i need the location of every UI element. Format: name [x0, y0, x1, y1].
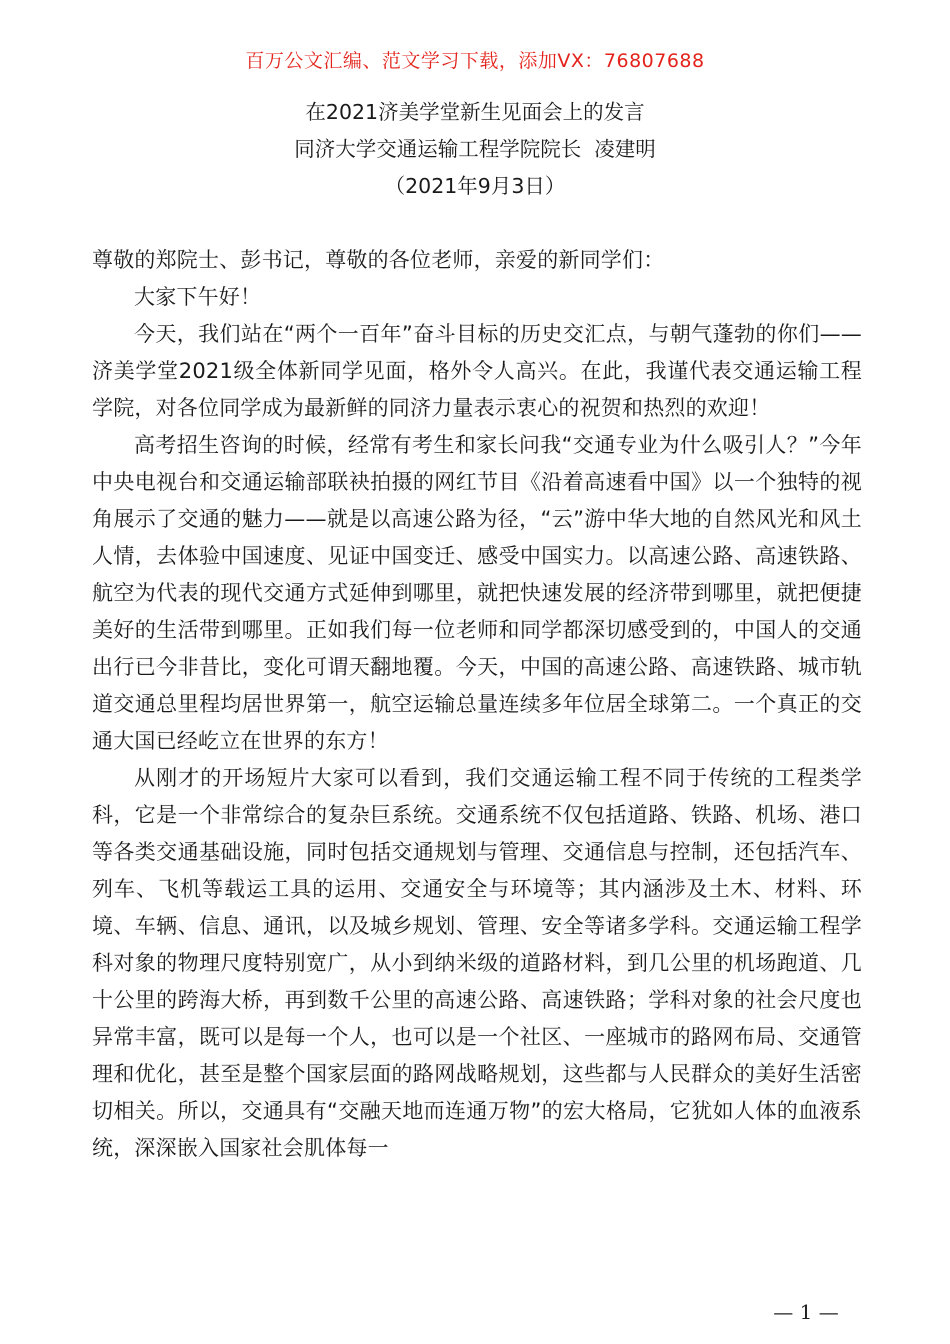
speech-body — [92, 242, 862, 1167]
speech-title: 在2021济美学堂新生见面会上的发言 — [305, 100, 645, 124]
paragraph-discipline: 从刚才的开场短片大家可以看到，我们交通运输工程不同于传统的工程类学科，它是一个非常综合的复杂巨系统。交通系统不仅包括道路、铁路、机场、港口等各类交通基础设施，同时包括交通规划与管理、交通信息与控制，还包括汽车、列车、飞机等载运工具的运用、交通安全与环境等；其内涵涉及土木、材料、环境、车辆、信息、通讯，以及城乡规划、管理、安全等诸多学科。交通运输工程学科对象的物理尺度特别宽广，从小到纳米级的道路材料，到几公里的机场跑道、几十公里的跨海大桥，再到数千公里的高速公路、高速铁路；学科对象的社会尺度也异常丰富，既可以是每一个人，也可以是一个社区、一座城市的路网布局、交通管理和优化，甚至是整个国家层面的路网战略规划，这些都与人民群众的美好生活密切相关。所以，交通具有“交融天地而连通万物”的宏大格局，它犹如人体的血液系统，深深嵌入国家社会肌体每一 — [92, 766, 862, 1160]
paragraph-welcome: 今天，我们站在“两个一百年”奋斗目标的历史交汇点，与朝气蓬勃的你们——济美学堂2021级全体新同学见面，格外令人高兴。在此，我谨代表交通运输工程学院，对各位同学成为最新鲜的同济力量表示衷心的祝贺和热烈的欢迎！ — [92, 322, 862, 420]
promo-banner: 百万公文汇编、范文学习下载，添加VX：76807688 — [245, 50, 705, 72]
page-number: — 1 — — [773, 1300, 839, 1324]
document-header — [0, 94, 950, 205]
salutation: 尊敬的郑院士、彭书记，尊敬的各位老师，亲爱的新同学们： — [92, 248, 665, 272]
paragraph-transport-charm: 高考招生咨询的时候，经常有考生和家长问我“交通专业为什么吸引人？”今年中央电视台和交通运输部联袂拍摄的网红节目《沿着高速看中国》以一个独特的视角展示了交通的魅力——就是以高速公路为径，“云”游中华大地的自然风光和风土人情，去体验中国速度、见证中国变迁、感受中国实力。以高速公路、高速铁路、航空为代表的现代交通方式延伸到哪里，就把快速发展的经济带到哪里，就把便捷美好的生活带到哪里。正如我们每一位老师和同学都深切感受到的，中国人的交通出行已今非昔比，变化可谓天翻地覆。今天，中国的高速公路、高速铁路、城市轨道交通总里程均居世界第一，航空运输总量连续多年位居全球第二。一个真正的交通大国已经屹立在世界的东方！ — [92, 433, 862, 753]
speech-date: （2021年9月3日） — [384, 174, 566, 198]
speaker-line: 同济大学交通运输工程学院院长 凌建明 — [294, 137, 656, 161]
paragraph-greeting: 大家下午好！ — [134, 285, 262, 309]
